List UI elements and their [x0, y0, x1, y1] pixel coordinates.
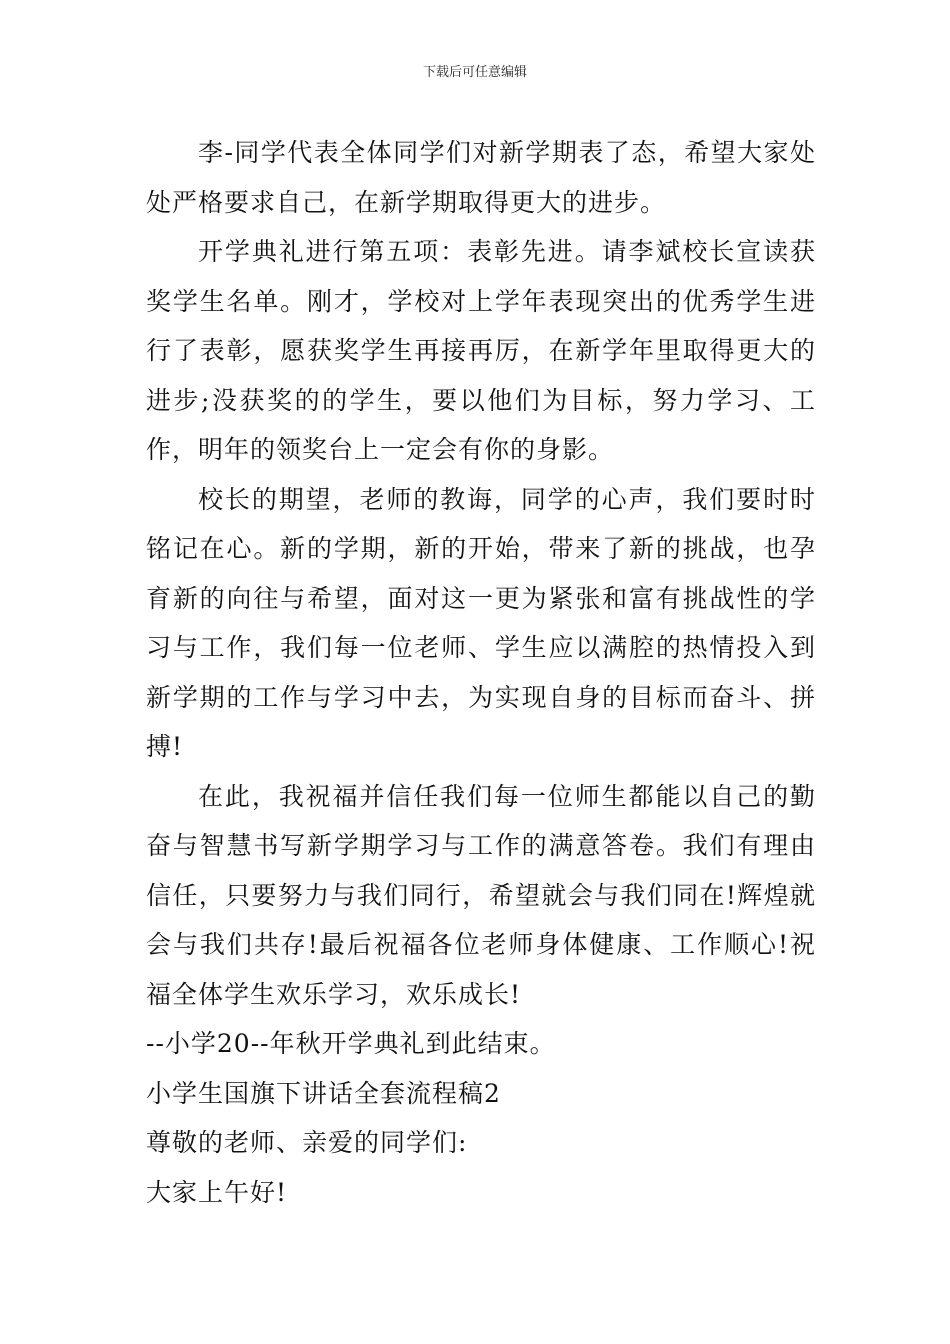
- paragraph-blessings: 在此，我祝福并信任我们每一位师生都能以自己的勤奋与智慧书写新学期学习与工作的满意答卷。我们有理由信任，只要努力与我们同行，希望就会与我们同在!辉煌就会与我们共存!最后祝福各位老师身体健康、工作顺心!祝福全体学生欢乐学习，欢乐成长!: [146, 781, 816, 1009]
- paragraph-awards: 开学典礼进行第五项：表彰先进。请李斌校长宣读获奖学生名单。刚才，学校对上学年表现突出的优秀学生进行了表彰，愿获奖学生再接再厉，在新学年里取得更大的进步;没获奖的的学生，要以他们为目标，努力学习、工作，明年的领奖台上一定会有你的身影。: [146, 237, 816, 464]
- salutation: 尊敬的老师、亲爱的同学们:: [146, 1128, 468, 1157]
- document-body: [146, 128, 816, 1217]
- section-title: 小学生国旗下讲话全套流程稿2: [146, 1078, 501, 1108]
- paragraph-expectations: 校长的期望，老师的教诲，同学的心声，我们要时时铭记在心。新的学期，新的开始，带来了新的挑战，也孕育新的向往与希望，面对这一更为紧张和富有挑战性的学习与工作，我们每一位老师、学生应以满腔的热情投入到新学期的工作与学习中去，为实现自身的目标而奋斗、拼搏!: [146, 484, 816, 761]
- paragraph-student-pledge: 李-同学代表全体同学们对新学期表了态，希望大家处处严格要求自己，在新学期取得更大的进步。: [146, 138, 816, 217]
- page-header: 下载后可任意编辑: [422, 65, 527, 80]
- closing-line: --小学20--年秋开学典礼到此结束。: [146, 1029, 556, 1058]
- greeting: 大家上午好!: [146, 1177, 288, 1207]
